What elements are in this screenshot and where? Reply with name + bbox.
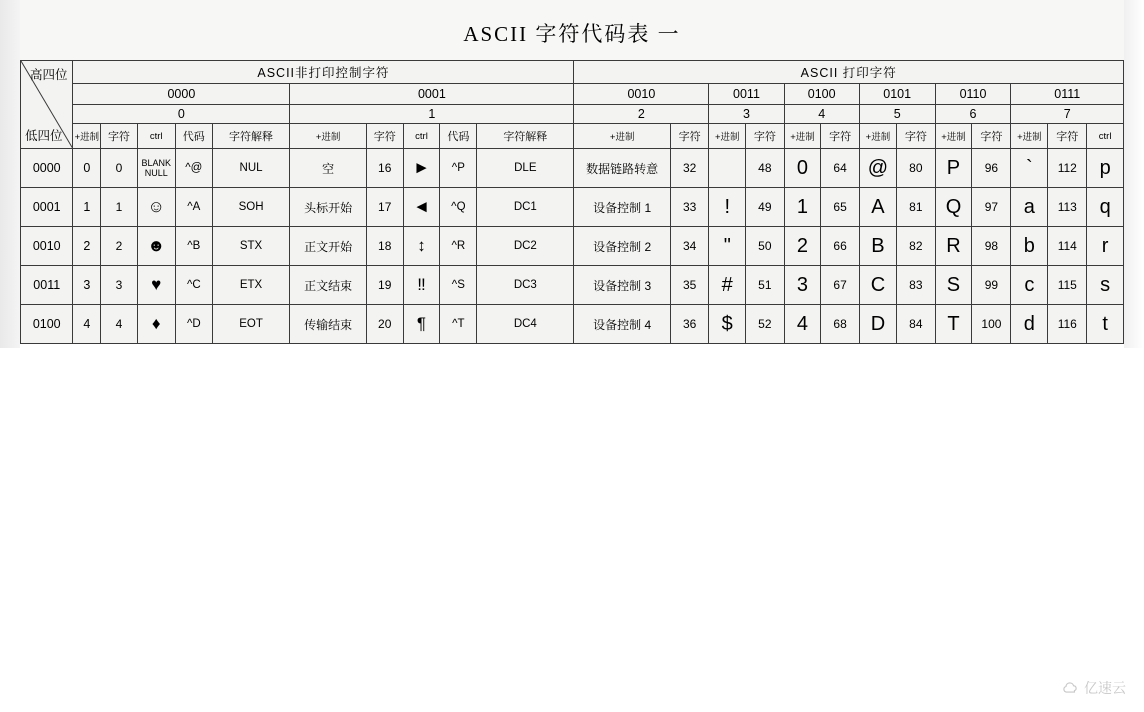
subheader-ctrl1-dec: +进制 xyxy=(290,124,367,149)
cell-dec: 83 xyxy=(897,266,935,305)
subheader-ctrl0-dec: +进制 xyxy=(73,124,101,149)
cell-desc: 传输结束 xyxy=(290,305,367,344)
binary-header-0000: 0000 xyxy=(73,84,290,105)
corner-low-label: 低四位 xyxy=(25,129,63,143)
cell-char: S xyxy=(935,266,972,305)
cell-char: ♦ xyxy=(137,305,175,344)
row-decimal: 4 xyxy=(73,305,101,344)
cell-char: 4 xyxy=(784,305,821,344)
cell-dec: 67 xyxy=(821,266,859,305)
cell-code: EOT xyxy=(212,305,290,344)
cell-dec: 33 xyxy=(670,188,708,227)
row-decimal: 0 xyxy=(73,149,101,188)
cell-ctrl: ^T xyxy=(440,305,477,344)
subheader-ctrl0-desc: 字符解释 xyxy=(212,124,290,149)
cell-desc: 数据链路转意 xyxy=(574,149,670,188)
cell-ctrl: ^S xyxy=(440,266,477,305)
cell-char: d xyxy=(1011,305,1048,344)
cell-dec: 64 xyxy=(821,149,859,188)
cell-ctrl: ^Q xyxy=(440,188,477,227)
cell-dec: 80 xyxy=(897,149,935,188)
cell-code: STX xyxy=(212,227,290,266)
subheader-p5-dec: +进制 xyxy=(859,124,896,149)
cell-char: ` xyxy=(1011,149,1048,188)
table-row xyxy=(21,305,1124,344)
cell-char: p xyxy=(1087,149,1124,188)
cell-dec: 36 xyxy=(670,305,708,344)
cell-char: ☻ xyxy=(137,227,175,266)
cell-char xyxy=(709,149,746,188)
cell-desc: 设备控制 1 xyxy=(574,188,670,227)
watermark xyxy=(1061,678,1126,698)
cell-dec: 97 xyxy=(972,188,1011,227)
cell-dec: 98 xyxy=(972,227,1011,266)
subheader-p6-dec: +进制 xyxy=(935,124,972,149)
subheader-p3-char: 字符 xyxy=(746,124,784,149)
decimal-header-5: 5 xyxy=(859,105,935,124)
subheader-p3-dec: +进制 xyxy=(709,124,746,149)
cell-char: q xyxy=(1087,188,1124,227)
cell-code: DC3 xyxy=(477,266,574,305)
row-binary: 0000 xyxy=(21,149,73,188)
cell-code: DC4 xyxy=(477,305,574,344)
cell-char: 3 xyxy=(784,266,821,305)
cell-char: ☺ xyxy=(137,188,175,227)
page-blank-area xyxy=(0,348,1144,712)
cell-desc: 头标开始 xyxy=(290,188,367,227)
subheader-p4-dec: +进制 xyxy=(784,124,821,149)
corner-high-label: 高四位 xyxy=(29,68,68,82)
cell-dec: 115 xyxy=(1048,266,1087,305)
row-binary: 0001 xyxy=(21,188,73,227)
cell-char: ◄ xyxy=(403,188,440,227)
binary-header-0111: 0111 xyxy=(1011,84,1124,105)
page-left-band xyxy=(0,0,20,350)
cell-char: ‼ xyxy=(403,266,440,305)
decimal-header-2: 2 xyxy=(574,105,709,124)
cell-dec: 20 xyxy=(366,305,403,344)
cell-dec: 51 xyxy=(746,266,784,305)
cell-char: ¶ xyxy=(403,305,440,344)
cell-dec: 35 xyxy=(670,266,708,305)
binary-header-0001: 0001 xyxy=(290,84,574,105)
cell-code: DC1 xyxy=(477,188,574,227)
subheader-ctrl1-code: 代码 xyxy=(440,124,477,149)
page-title: ASCII 字符代码表 一 xyxy=(463,22,681,46)
cell-char: 0 xyxy=(784,149,821,188)
subheader-ctrl1-desc: 字符解释 xyxy=(477,124,574,149)
group-header-print: ASCII 打印字符 xyxy=(574,61,1124,84)
subheader-ctrl0-ctrl: ctrl xyxy=(137,124,175,149)
decimal-header-3: 3 xyxy=(709,105,784,124)
cell-dec: 84 xyxy=(897,305,935,344)
cell-desc: 空 xyxy=(290,149,367,188)
cell-char: @ xyxy=(859,149,896,188)
binary-header-0101: 0101 xyxy=(859,84,935,105)
cell-char: $ xyxy=(709,305,746,344)
watermark-label: 亿速云 xyxy=(1084,680,1126,696)
cell-ctrl: ^D xyxy=(175,305,212,344)
subheader-p7-char: 字符 xyxy=(1048,124,1087,149)
cell-char: B xyxy=(859,227,896,266)
cell-char: t xyxy=(1087,305,1124,344)
cell-char: Q xyxy=(935,188,972,227)
cell-dec: 34 xyxy=(670,227,708,266)
subheader-p4-char: 字符 xyxy=(821,124,859,149)
cell-char: ↕ xyxy=(403,227,440,266)
table-header-sub xyxy=(21,124,1124,149)
cell-code: DC2 xyxy=(477,227,574,266)
cell-char: P xyxy=(935,149,972,188)
cell-char: A xyxy=(859,188,896,227)
cell-char: c xyxy=(1011,266,1048,305)
cell-dec: 17 xyxy=(366,188,403,227)
binary-header-0011: 0011 xyxy=(709,84,784,105)
subheader-p6-char: 字符 xyxy=(972,124,1011,149)
ascii-table xyxy=(20,60,1124,344)
cell-char: 2 xyxy=(784,227,821,266)
row-decimal: 3 xyxy=(73,266,101,305)
row-decimal: 1 xyxy=(73,188,101,227)
cell-char: R xyxy=(935,227,972,266)
decimal-header-4: 4 xyxy=(784,105,859,124)
cell-dec: 1 xyxy=(101,188,137,227)
cell-dec: 114 xyxy=(1048,227,1087,266)
cell-ctrl: ^P xyxy=(440,149,477,188)
cell-code: NUL xyxy=(212,149,290,188)
cell-char: ► xyxy=(403,149,440,188)
cell-desc: 正文开始 xyxy=(290,227,367,266)
cell-dec: 68 xyxy=(821,305,859,344)
table-header-binary xyxy=(21,84,1124,105)
subheader-p7-ctrl: ctrl xyxy=(1087,124,1124,149)
cell-char: a xyxy=(1011,188,1048,227)
table-row xyxy=(21,266,1124,305)
cell-char: " xyxy=(709,227,746,266)
decimal-header-7: 7 xyxy=(1011,105,1124,124)
cell-char: r xyxy=(1087,227,1124,266)
subheader-p2-dec: +进制 xyxy=(574,124,670,149)
table-header-decimal xyxy=(21,105,1124,124)
corner-cell xyxy=(21,61,73,149)
subheader-ctrl0-char: 字符 xyxy=(101,124,137,149)
table-row xyxy=(21,188,1124,227)
cell-dec: 19 xyxy=(366,266,403,305)
cell-char: # xyxy=(709,266,746,305)
cell-ctrl: ^A xyxy=(175,188,212,227)
cell-dec: 49 xyxy=(746,188,784,227)
cell-char: BLANK NULL xyxy=(137,149,175,188)
subheader-ctrl1-char: 字符 xyxy=(366,124,403,149)
cell-dec: 66 xyxy=(821,227,859,266)
cell-dec: 116 xyxy=(1048,305,1087,344)
group-header-control: ASCII非打印控制字符 xyxy=(73,61,574,84)
row-decimal: 2 xyxy=(73,227,101,266)
cell-dec: 112 xyxy=(1048,149,1087,188)
decimal-header-6: 6 xyxy=(935,105,1011,124)
cell-dec: 32 xyxy=(670,149,708,188)
subheader-p5-char: 字符 xyxy=(897,124,935,149)
ascii-document xyxy=(20,0,1124,344)
cell-dec: 4 xyxy=(101,305,137,344)
cell-char: 1 xyxy=(784,188,821,227)
table-header-groups xyxy=(21,61,1124,84)
cell-dec: 0 xyxy=(101,149,137,188)
cell-ctrl: ^B xyxy=(175,227,212,266)
subheader-p2-char: 字符 xyxy=(670,124,708,149)
cell-dec: 52 xyxy=(746,305,784,344)
cell-char: ♥ xyxy=(137,266,175,305)
cell-dec: 48 xyxy=(746,149,784,188)
subheader-ctrl1-ctrl: ctrl xyxy=(403,124,440,149)
cell-dec: 113 xyxy=(1048,188,1087,227)
cell-dec: 16 xyxy=(366,149,403,188)
cell-ctrl: ^@ xyxy=(175,149,212,188)
cell-code: SOH xyxy=(212,188,290,227)
subheader-ctrl0-code: 代码 xyxy=(175,124,212,149)
cell-dec: 3 xyxy=(101,266,137,305)
cell-dec: 99 xyxy=(972,266,1011,305)
cell-desc: 设备控制 2 xyxy=(574,227,670,266)
row-binary: 0100 xyxy=(21,305,73,344)
cell-char: ! xyxy=(709,188,746,227)
cell-desc: 设备控制 3 xyxy=(574,266,670,305)
cell-dec: 81 xyxy=(897,188,935,227)
binary-header-0110: 0110 xyxy=(935,84,1011,105)
cell-dec: 65 xyxy=(821,188,859,227)
cell-dec: 96 xyxy=(972,149,1011,188)
cell-char: D xyxy=(859,305,896,344)
table-row xyxy=(21,227,1124,266)
cell-char: T xyxy=(935,305,972,344)
cell-ctrl: ^C xyxy=(175,266,212,305)
cloud-icon xyxy=(1061,680,1078,697)
cell-dec: 50 xyxy=(746,227,784,266)
subheader-p7-dec: +进制 xyxy=(1011,124,1048,149)
cell-char: s xyxy=(1087,266,1124,305)
cell-char: C xyxy=(859,266,896,305)
decimal-header-1: 1 xyxy=(290,105,574,124)
binary-header-0100: 0100 xyxy=(784,84,859,105)
decimal-header-0: 0 xyxy=(73,105,290,124)
cell-ctrl: ^R xyxy=(440,227,477,266)
binary-header-0010: 0010 xyxy=(574,84,709,105)
cell-desc: 设备控制 4 xyxy=(574,305,670,344)
cell-dec: 82 xyxy=(897,227,935,266)
cell-code: ETX xyxy=(212,266,290,305)
cell-desc: 正文结束 xyxy=(290,266,367,305)
cell-dec: 100 xyxy=(972,305,1011,344)
cell-char: b xyxy=(1011,227,1048,266)
row-binary: 0011 xyxy=(21,266,73,305)
cell-code: DLE xyxy=(477,149,574,188)
page-right-band xyxy=(1124,0,1144,348)
cell-dec: 18 xyxy=(366,227,403,266)
cell-dec: 2 xyxy=(101,227,137,266)
table-row xyxy=(21,149,1124,188)
row-binary: 0010 xyxy=(21,227,73,266)
